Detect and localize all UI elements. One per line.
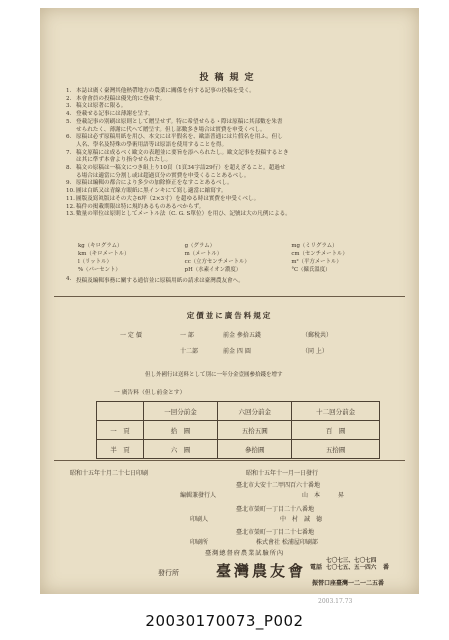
unit-row: kg（キログラム） g（グラム） mg（ミリグラム） — [78, 243, 338, 249]
table-cell: 百 圓 — [292, 421, 380, 440]
table-cell: 六 圓 — [143, 440, 217, 459]
document-page — [40, 8, 419, 594]
ad-rate-heading: 一 廣告料（但し前金とす） — [114, 390, 186, 396]
price-unit: 十二部 — [180, 348, 199, 355]
phone-number-line: 七〇七五、五一四六 — [326, 565, 377, 571]
unit-row: km（キロメートル） m（メートル） cm（センチメートル） — [78, 251, 348, 257]
table-header-cell: 六回分前金 — [218, 402, 292, 421]
unit-row: %（パーセント） pH（水素イオン濃度） °C（攝氏溫度） — [78, 267, 331, 273]
editor-name: 山 本 昇 — [302, 492, 345, 499]
table-row — [97, 421, 380, 440]
rule-item: 12. 稿件の掲載期限は特に規約あるものあるべからず。 — [66, 203, 205, 210]
table-cell: 一 頁 — [97, 421, 144, 440]
rule-item: 3. 稿文は原著に限る。 — [66, 103, 127, 110]
rule-item: 1. 本誌は廣く臺灣其他熱帶地方の農業に關係を有する記事の投稿を受く。 — [66, 88, 255, 94]
table-header-cell: 十二回分前金 — [292, 402, 380, 421]
price-label: 一 定 價 — [120, 332, 142, 339]
editor-label: 編輯兼發行人 — [180, 492, 217, 499]
rule-item: 13. 數量の單位は原則としてメートル法（C. G. S單位）を用ひ、記號は大の凡例による。 — [66, 211, 291, 218]
rule-item: 7. 稿文原稿には成るべく歐文の表題並に要旨を添へられたし。歐文記事を投稿するとき は其に準ず本會より指令せられたし。 — [66, 149, 289, 164]
ad-rate-table — [96, 401, 380, 459]
rule-item: 11. 圖版及寫眞版はその大さ6坪（2×3寸）を超ゆる時は實費を申受くべし。 — [66, 195, 260, 202]
rule-item: 2. 本會會員の投稿は優先的に登載す。 — [66, 95, 166, 102]
unit-symbol-list — [78, 242, 398, 274]
editor-address: 臺北市大安十二甲四百六十番地 — [236, 482, 321, 489]
rule-item: 6. 原稿は必ず原稿用紙を用ひ、本文には平假名を、歐語普通には片假名を用ふ。但し 人名、學名及特殊の學術用語等は原語を使用することを得。 — [66, 134, 283, 148]
press-address: 臺北市榮町一丁目二十七番地 — [236, 529, 315, 536]
price-amount: 前金 四 圓 — [223, 348, 251, 355]
rule-item: 9. 原稿は編輯の都合により多少の加除修正をなすことあるべし。 — [66, 180, 233, 187]
printer-address: 臺北市榮町一丁目二十八番地 — [236, 506, 315, 513]
printer-name: 中 村 誠 德 — [280, 516, 323, 523]
divider — [54, 460, 405, 461]
table-row — [97, 440, 380, 459]
printer-label: 印刷人 — [190, 516, 209, 523]
contact-rule: 4. 投稿及編輯事務に關する通信並に原稿用紙の請求は臺灣農友會へ。 — [66, 276, 244, 284]
rule-item: 10. 圖は白紙又は青線方眼紙に黑インキにて寫し適當に縮寫す。 — [66, 188, 227, 195]
price-unit: 一 部 — [180, 332, 194, 339]
table-cell: 參拾圓 — [218, 440, 292, 459]
pencil-note: 2003.17.73 — [318, 598, 353, 605]
print-date: 昭和十五年十月二十七日印刷 — [70, 470, 149, 477]
phone-suffix: 番 — [383, 564, 390, 571]
submission-rules — [66, 88, 404, 219]
rule-item: 8. 稿文の原稿は一稿文につき組上り10頁（1頁34字詰29行）を超えざること。超過せ る場合は適當に分割し或は超過頁分の實費を申受くることあるべし。 — [66, 165, 286, 179]
price-amount: 前金 參拾五錢 — [223, 332, 261, 339]
table-header-cell: 一回分前金 — [143, 402, 217, 421]
table-header-row — [97, 402, 380, 421]
phone-label: 電話 — [310, 564, 323, 571]
phone-number-line: 七〇七三、七〇七四 — [326, 558, 377, 564]
table-cell: 拾 圓 — [143, 421, 217, 440]
divider — [54, 296, 405, 297]
price-note: （同 上） — [302, 348, 328, 355]
unit-row: l（リットル） cc（立方センチメートル） m²（平方メートル） — [78, 259, 342, 265]
publisher-name: 臺灣農友會 — [216, 562, 307, 580]
page-title: 投稿規定 — [199, 73, 260, 83]
table-cell: 五拾五圓 — [218, 421, 292, 440]
rule-item: 4. 登載せる記事には薄謝を呈す。 — [66, 111, 154, 118]
press-name: 株式會社 松浦屋印刷部 — [256, 539, 318, 546]
archive-caption: 20030170073_P002 — [145, 612, 304, 630]
issue-date: 昭和十五年十一月一日發行 — [246, 470, 319, 477]
table-cell: 半 頁 — [97, 440, 144, 459]
publisher-location: 臺灣總督府農業試驗所內 — [205, 550, 285, 557]
phone-numbers — [326, 558, 376, 572]
table-header-cell — [97, 402, 144, 421]
rule-item: 5. 登載記事の別刷は原則として贈呈せず。特に希望せらるゝ際は原稿に其部數を朱書 せられたく、薄謝に代へて贈呈す。但し部數多き場合は實費を申受くべし。 — [66, 118, 283, 133]
table-cell: 五拾圓 — [292, 440, 380, 459]
transfer-account: 振替口座臺灣一二一二五番 — [312, 580, 385, 587]
press-label: 印刷所 — [190, 539, 209, 546]
price-section-title: 定價並に廣告料規定 — [186, 311, 273, 320]
price-note: （郵稅共） — [302, 332, 333, 339]
overseas-note: 但し外國行は送料として別に一年分金壹圓參拾錢を增す — [145, 372, 283, 378]
publisher-label: 發行所 — [158, 569, 179, 577]
